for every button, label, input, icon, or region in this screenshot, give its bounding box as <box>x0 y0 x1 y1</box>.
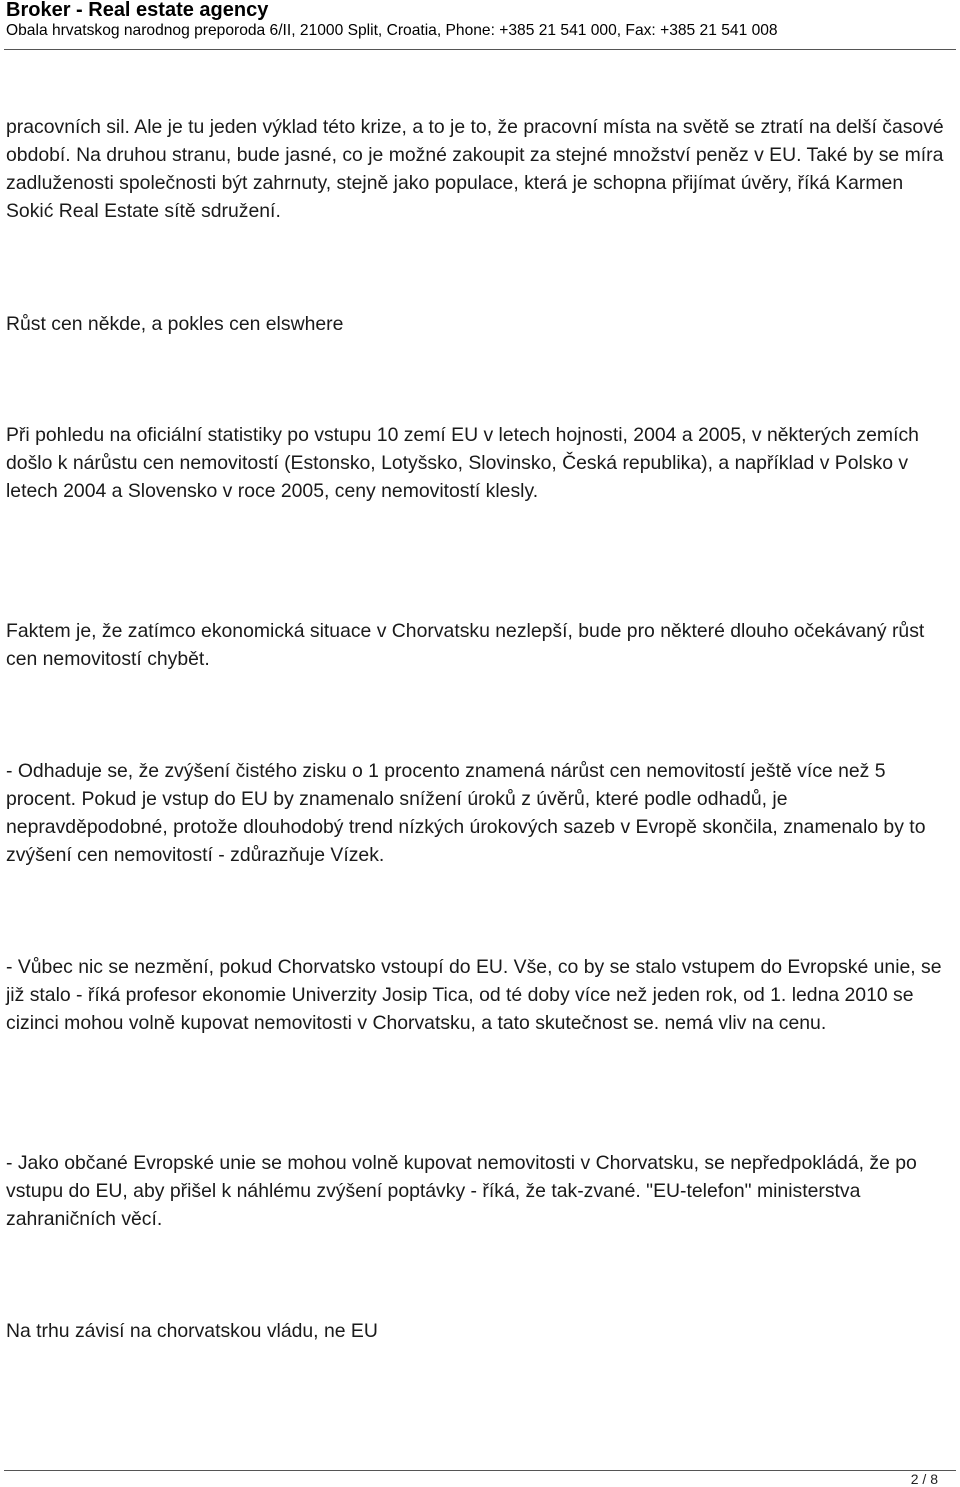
page-number: 2 / 8 <box>910 1471 938 1487</box>
paragraph-1: pracovních sil. Ale je tu jeden výklad této krize, a to je to, že pracovní místa na světě se ztratí na delší časové období. Na druhou stranu, bude jasné, co je možné zakoupit za stejné množství peněz v EU. Také by se míra zadluženosti společnosti být zahrnuty, stejně jako populace, která je schopna přijímat úvěry, říká Karmen Sokić Real Estate sítě sdružení. <box>6 116 944 222</box>
paragraph-3: Při pohledu na oficiální statistiky po vstupu 10 zemí EU v letech hojnosti, 2004 a 2005, v některých zemích došlo k nárůstu cen nemovitostí (Estonsko, Lotyšsko, Slovinsko, Česká republika), a například v Polsko v letech 2004 a Slovensko v roce 2005, ceny nemovitostí klesly. <box>6 424 919 502</box>
paragraph-7: - Jako občané Evropské unie se mohou volně kupovat nemovitosti v Chorvatsku, se nepředpokládá, že po vstupu do EU, aby přišel k náhlému zvýšení poptávky - říká, že tak-zvané. "EU-telefon" ministerstva zahraničních věcí. <box>6 1152 917 1230</box>
paragraph-4: Faktem je, že zatímco ekonomická situace v Chorvatsku nezlepší, bude pro některé dlouho očekávaný růst cen nemovitostí chybět. <box>6 620 925 670</box>
section-heading: Růst cen někde, a pokles cen elswhere <box>6 313 344 335</box>
company-title: Broker - Real estate agency <box>6 0 269 21</box>
company-address: Obala hrvatskog narodnog preporoda 6/II, 21000 Split, Croatia, Phone: +385 21 541 000, Fax: +385 21 541 008 <box>6 22 778 39</box>
header-divider <box>4 49 956 50</box>
paragraph-5: - Odhaduje se, že zvýšení čistého zisku o 1 procento znamená nárůst cen nemovitostí ještě více než 5 procent. Pokud je vstup do EU by znamenalo snížení úroků z úvěrů, které podle odhadů, je nepravděpodobné, protože dlouhodobý trend nízkých úrokových sazeb v Evropě skončila, znamenalo by to zvýšení cen nemovitostí - zdůrazňuje Vízek. <box>6 760 926 866</box>
footer-divider <box>4 1470 956 1471</box>
paragraph-6: - Vůbec nic se nezmění, pokud Chorvatsko vstoupí do EU. Vše, co by se stalo vstupem do Evropské unie, se již stalo - říká profesor ekonomie Univerzity Josip Tica, od té doby více než jeden rok, od 1. ledna 2010 se cizinci mohou volně kupovat nemovitosti v Chorvatsku, a tato skutečnost se. nemá vliv na cenu. <box>6 956 942 1034</box>
section-heading-2: Na trhu závisí na chorvatskou vládu, ne EU <box>6 1320 378 1342</box>
